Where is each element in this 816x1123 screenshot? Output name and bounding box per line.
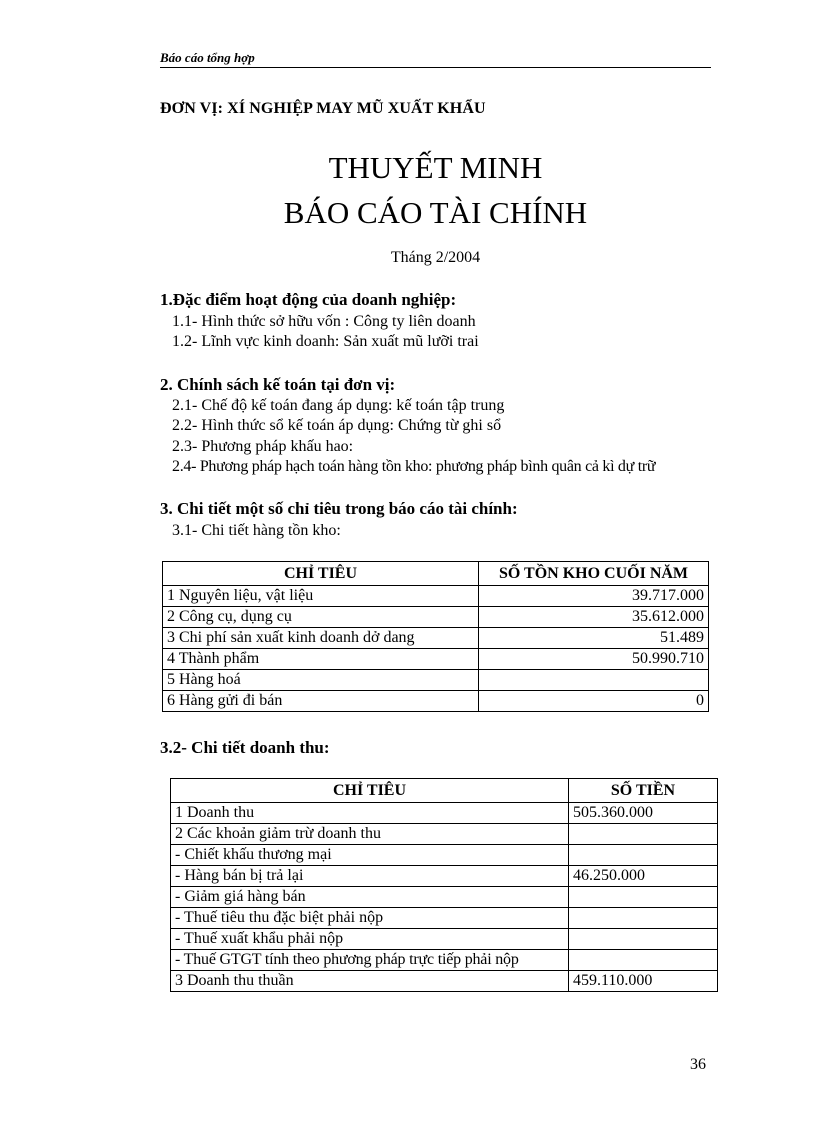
section2-item: 2.1- Chế độ kế toán đang áp dụng: kế toán tập trung bbox=[172, 397, 505, 414]
page-number: 36 bbox=[690, 1056, 706, 1073]
table-row bbox=[163, 628, 709, 649]
table-header-row bbox=[163, 562, 709, 586]
row-label: 1 Nguyên liệu, vật liệu bbox=[163, 586, 479, 607]
row-label: 5 Hàng hoá bbox=[163, 670, 479, 691]
table-row bbox=[163, 670, 709, 691]
table-row bbox=[171, 824, 718, 845]
section1-heading: 1.Đặc điểm hoạt động của doanh nghiệp: bbox=[160, 290, 457, 309]
row-label: 3 Doanh thu thuần bbox=[171, 971, 569, 992]
row-label: - Thuế tiêu thu đặc biệt phải nộp bbox=[171, 908, 569, 929]
row-label: - Hàng bán bị trả lại bbox=[171, 866, 569, 887]
section3-sub1: 3.1- Chi tiết hàng tồn kho: bbox=[172, 522, 341, 539]
section2-item: 2.2- Hình thức sổ kế toán áp dụng: Chứng từ ghi sổ bbox=[172, 417, 502, 434]
section2-heading: 2. Chính sách kế toán tại đơn vị: bbox=[160, 375, 396, 394]
table-row bbox=[171, 950, 718, 971]
section2-item: 2.4- Phương pháp hạch toán hàng tồn kho: phương pháp bình quân cả kì dự trữ bbox=[172, 458, 656, 475]
row-value bbox=[569, 950, 718, 971]
row-value: 51.489 bbox=[479, 628, 709, 649]
row-value: 50.990.710 bbox=[479, 649, 709, 670]
table-row bbox=[163, 691, 709, 712]
row-value: 46.250.000 bbox=[569, 866, 718, 887]
row-value bbox=[569, 929, 718, 950]
row-value: 505.360.000 bbox=[569, 803, 718, 824]
unit-name: ĐƠN VỊ: XÍ NGHIỆP MAY MŨ XUẤT KHẨU bbox=[160, 100, 486, 117]
running-header: Báo cáo tổng hợp bbox=[160, 50, 255, 65]
row-label: - Giảm giá hàng bán bbox=[171, 887, 569, 908]
row-label: 2 Công cụ, dụng cụ bbox=[163, 607, 479, 628]
table-row bbox=[171, 887, 718, 908]
row-label: 4 Thành phẩm bbox=[163, 649, 479, 670]
table-row bbox=[171, 845, 718, 866]
row-label: - Thuế xuất khẩu phải nộp bbox=[171, 929, 569, 950]
document-title-line1: THUYẾT MINH bbox=[328, 150, 543, 185]
row-value bbox=[569, 887, 718, 908]
header-divider bbox=[160, 67, 711, 68]
section2-item: 2.3- Phương pháp khấu hao: bbox=[172, 438, 354, 455]
section1-item: 1.2- Lĩnh vực kinh doanh: Sản xuất mũ lưỡi trai bbox=[172, 333, 479, 350]
row-value bbox=[479, 670, 709, 691]
section3-heading: 3. Chi tiết một số chỉ tiêu trong báo cáo tài chính: bbox=[160, 499, 518, 518]
row-label: 1 Doanh thu bbox=[171, 803, 569, 824]
column-header: SỐ TỒN KHO CUỐI NĂM bbox=[479, 562, 709, 586]
document-title-line2: BÁO CÁO TÀI CHÍNH bbox=[283, 195, 588, 230]
row-value: 39.717.000 bbox=[479, 586, 709, 607]
table-row bbox=[171, 908, 718, 929]
table-header-row bbox=[171, 779, 718, 803]
section3-sub2: 3.2- Chi tiết doanh thu: bbox=[160, 738, 330, 757]
table-row bbox=[171, 803, 718, 824]
revenue-table bbox=[170, 778, 718, 992]
table-row bbox=[163, 586, 709, 607]
row-value bbox=[569, 908, 718, 929]
row-label: - Chiết khấu thương mại bbox=[171, 845, 569, 866]
column-header: CHỈ TIÊU bbox=[171, 779, 569, 803]
row-value bbox=[569, 824, 718, 845]
inventory-table bbox=[162, 561, 709, 712]
report-period: Tháng 2/2004 bbox=[390, 249, 481, 266]
section1-item: 1.1- Hình thức sở hữu vốn : Công ty liên doanh bbox=[172, 313, 476, 330]
row-label: 2 Các khoản giảm trừ doanh thu bbox=[171, 824, 569, 845]
row-label: - Thuế GTGT tính theo phương pháp trực tiếp phải nộp bbox=[171, 950, 569, 971]
table-row bbox=[171, 866, 718, 887]
column-header: SỐ TIỀN bbox=[569, 779, 718, 803]
row-value: 0 bbox=[479, 691, 709, 712]
row-label: 6 Hàng gửi đi bán bbox=[163, 691, 479, 712]
table-row bbox=[171, 971, 718, 992]
table-row bbox=[163, 607, 709, 628]
row-value: 459.110.000 bbox=[569, 971, 718, 992]
row-label: 3 Chi phí sản xuất kinh doanh dở dang bbox=[163, 628, 479, 649]
table-row bbox=[163, 649, 709, 670]
row-value bbox=[569, 845, 718, 866]
row-value: 35.612.000 bbox=[479, 607, 709, 628]
column-header: CHỈ TIÊU bbox=[163, 562, 479, 586]
table-row bbox=[171, 929, 718, 950]
